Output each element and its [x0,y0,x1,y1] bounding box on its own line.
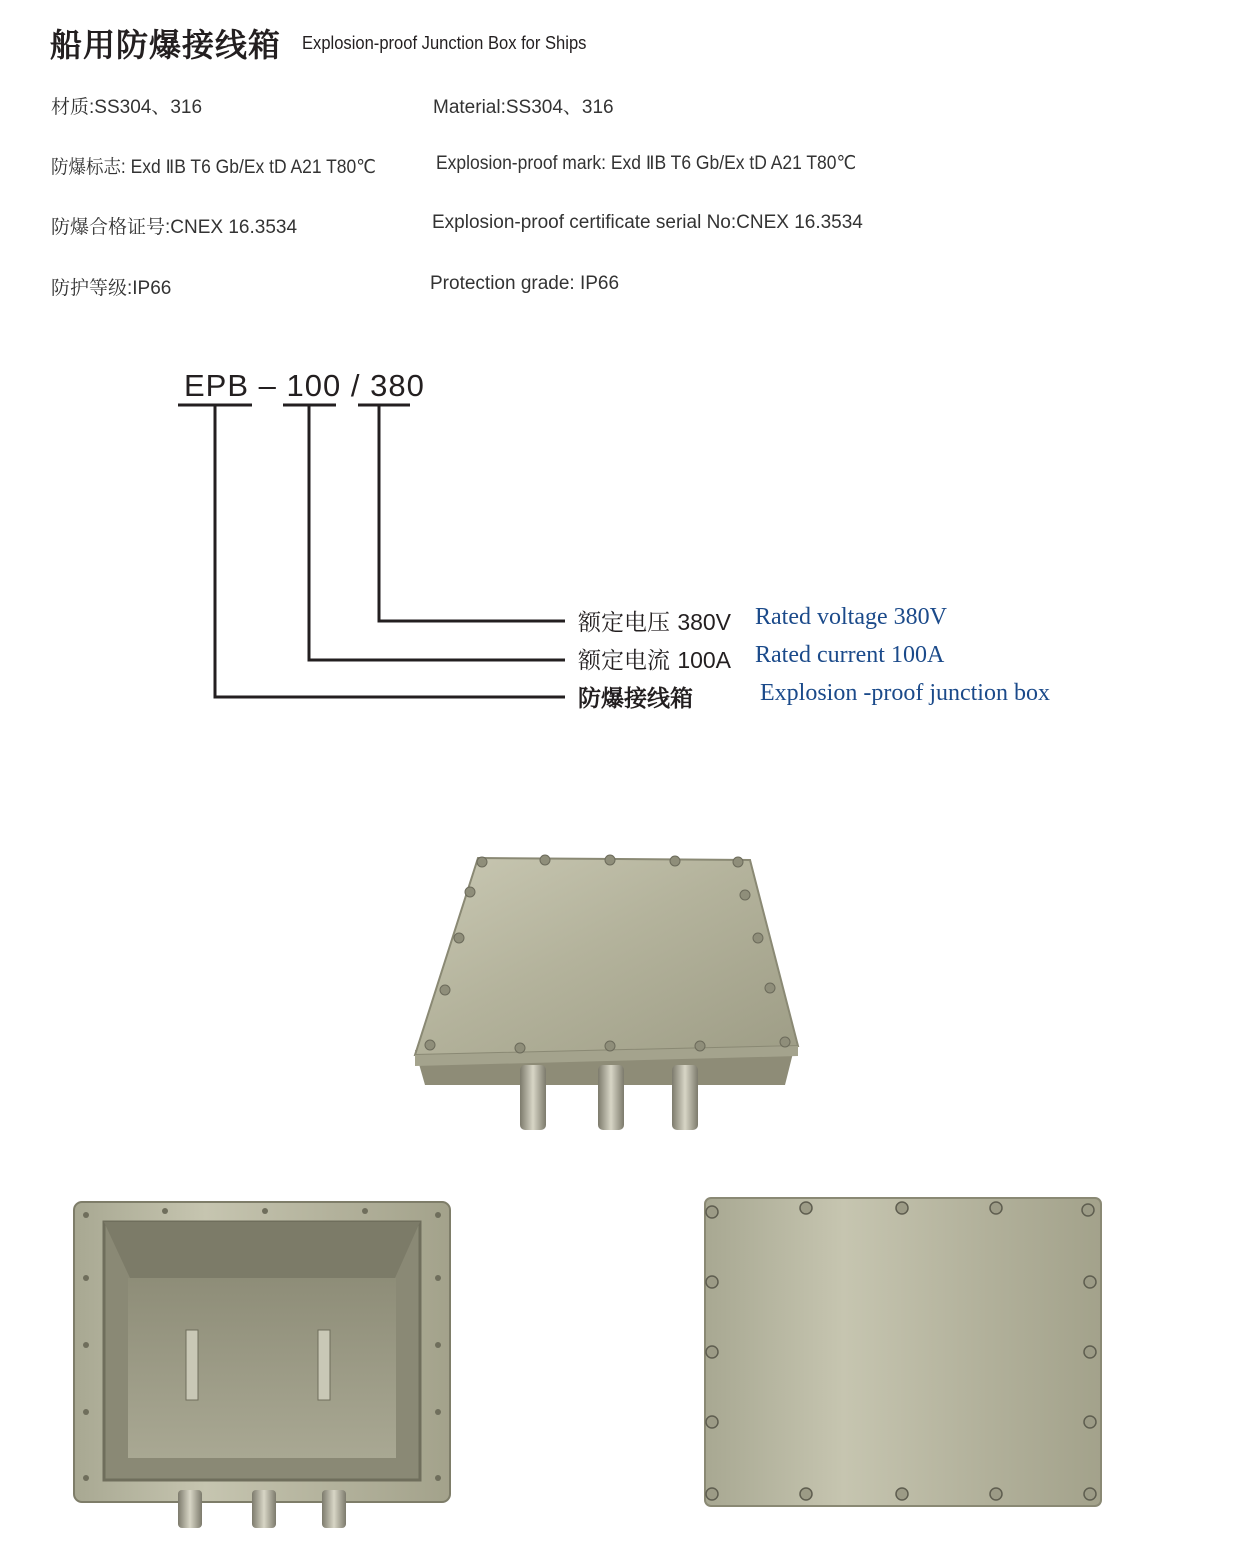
legend-voltage-zh-text: 额定电压 [578,610,670,636]
leader-voltage [379,405,565,621]
model-dash: – [258,368,277,403]
spec-certificate-zh: 防爆合格证号:CNEX 16.3534 [51,217,298,238]
spec-certificate-en: Explosion-proof certificate serial No:CNEX 16.3534 [432,212,863,233]
model-slash: / [350,368,361,403]
legend-current-zh-text: 额定电流 [578,648,670,674]
model-current: 100 [286,368,342,403]
legend-current-en: Rated current 100A [755,642,945,668]
leader-box [215,405,565,697]
product-photo-open [74,1202,450,1528]
spec-protection-zh: 防护等级:IP66 [51,278,172,299]
legend-box-en: Explosion -proof junction box [760,680,1050,706]
spec-ex-mark-en: Explosion-proof mark: Exd ⅡB T6 Gb/Ex tD A21 T80℃ [436,153,857,174]
legend-current-value: 100A [677,647,732,673]
legend-box-zh: 防爆接线箱 [578,685,693,712]
product-photo-lid [705,1198,1101,1506]
model-voltage: 380 [370,368,425,403]
legend-voltage-en: Rated voltage 380V [755,604,947,630]
legend-voltage-zh [578,604,731,637]
model-prefix: EPB [184,368,250,403]
leader-lines [215,405,565,697]
spec-material-en: Material:SS304、316 [433,97,614,118]
page-title-zh: 船用防爆接线箱 [50,27,282,63]
spec-ex-mark-zh: 防爆标志: Exd ⅡB T6 Gb/Ex tD A21 T80℃ [51,157,376,178]
spec-protection-en: Protection grade: IP66 [430,273,620,294]
spec-material-zh: 材质:SS304、316 [51,97,203,118]
product-photo-angled [415,855,798,1130]
legend-voltage-value: 380V [677,609,732,635]
legend-current-zh [578,642,731,675]
page-title-en: Explosion-proof Junction Box for Ships [302,33,587,53]
